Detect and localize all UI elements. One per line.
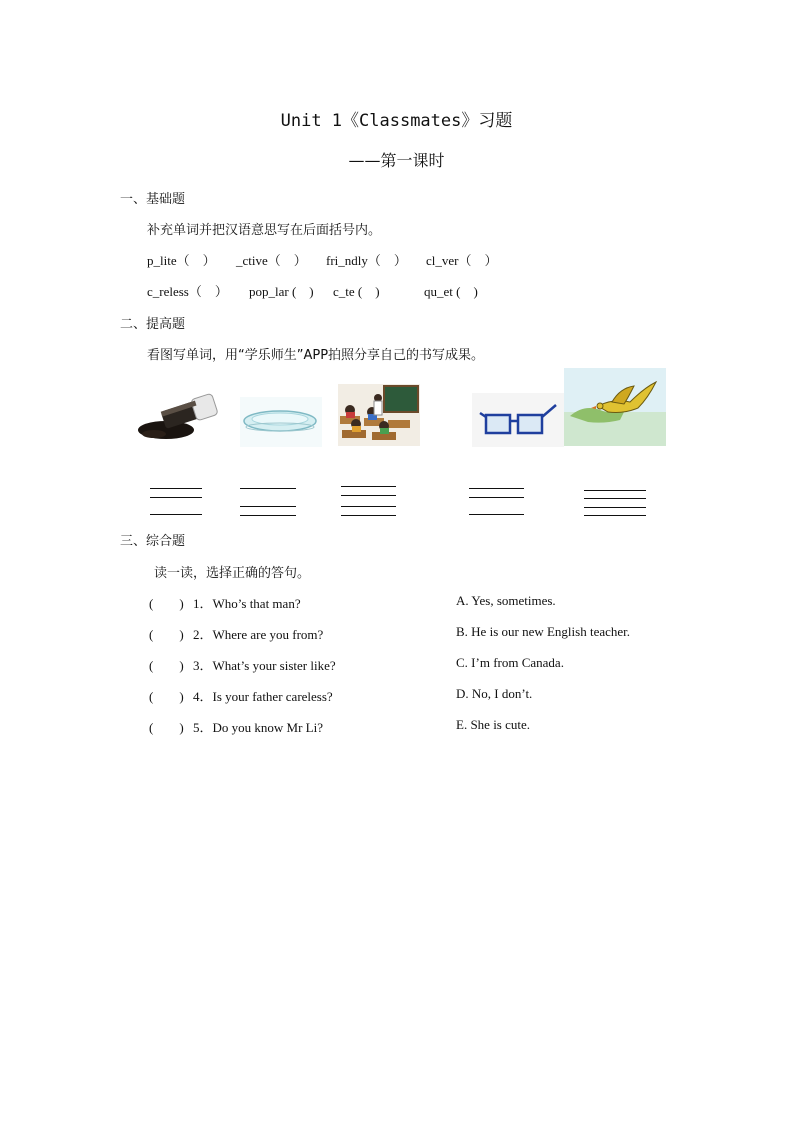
page-title: Unit 1《Classmates》习题 (280, 111, 513, 131)
answer-option: B. He is our new English teacher. (456, 624, 631, 639)
question-text: 1．Who’s that man? (193, 596, 301, 611)
page-subtitle: ——第一课时 (348, 151, 445, 170)
glass-plate-icon (240, 397, 322, 447)
answer-option: E. She is cute. (456, 717, 531, 732)
classroom-icon (338, 384, 420, 446)
section-instruction: 补充单词并把汉语意思写在后面括号内。 (147, 223, 382, 238)
word-blank: c_reless（ ） (147, 284, 228, 299)
answer-option: C. I’m from Canada. (456, 655, 564, 670)
answer-bracket[interactable]: ( ) (149, 689, 184, 704)
section-heading-advanced: 二、提高题 (120, 317, 186, 332)
answer-bracket[interactable]: ( ) (149, 658, 184, 673)
section-heading-comprehensive: 三、综合题 (120, 534, 186, 549)
word-blank: c_te ( ) (333, 284, 380, 299)
answer-bracket[interactable]: ( ) (149, 596, 184, 611)
answer-option: A. Yes, sometimes. (456, 593, 556, 608)
question-text: 2．Where are you from? (193, 627, 324, 642)
section-heading-basic: 一、基础题 (120, 192, 186, 207)
question-text: 5．Do you know Mr Li? (193, 720, 323, 735)
word-blank: cl_ver（ ） (426, 253, 498, 268)
section-instruction: 看图写单词，用“学乐师生”APP拍照分享自己的书写成果。 (147, 348, 485, 363)
word-blank: qu_et ( ) (424, 284, 478, 299)
question-text: 3．What’s your sister like? (193, 658, 336, 673)
word-blank: p_lite（ ） (147, 253, 216, 268)
word-blank: fri_ndly（ ） (326, 253, 407, 268)
bird-icon (564, 368, 666, 446)
question-text: 4．Is your father careless? (193, 689, 333, 704)
word-blank: _ctive（ ） (236, 253, 307, 268)
section-instruction: 读一读，选择正确的答句。 (154, 566, 311, 581)
answer-option: D. No, I don’t. (456, 686, 533, 701)
word-blank: pop_lar ( ) (249, 284, 314, 299)
answer-bracket[interactable]: ( ) (149, 720, 184, 735)
answer-bracket[interactable]: ( ) (149, 627, 184, 642)
glasses-icon (472, 393, 564, 447)
spilled-ink-icon (136, 386, 222, 444)
